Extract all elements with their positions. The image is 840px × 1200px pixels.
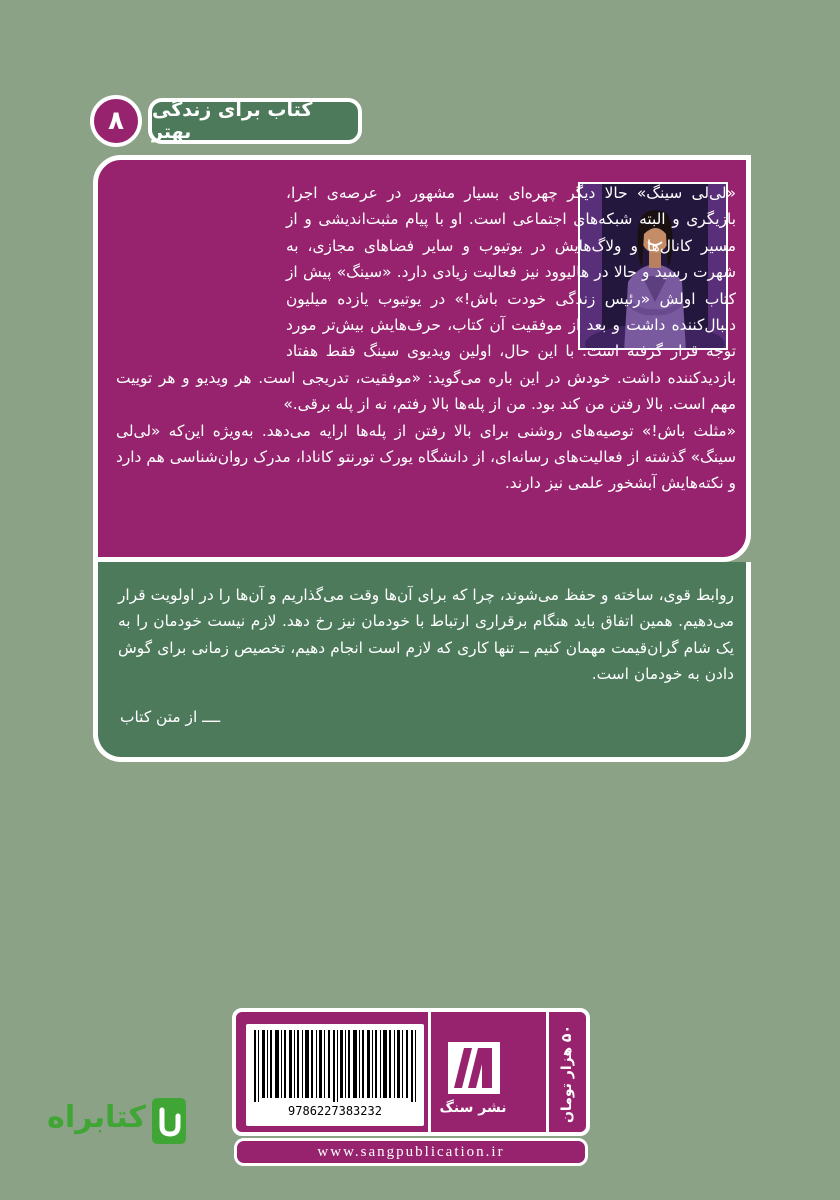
bio-paragraph-1: «لی‌لی سینگ» حالا دیگر چهره‌ای بسیار مشهور در عرصه‌ی اجرا، بازیگری و البته شبکه‌های اجتماعی است. او با پیام مثبت‌اندیشی و از مسیر کانال‌ها و ولاگ‌هایش در یوتیوب و سایر فضاهای مجازی، به شهرت رسید و حالا در هالیوود نیز فعالیت زیادی دارد. «سینگ» پیش از کتاب اولش «رئیس زندگی خودت باش!» در یوتیوب یازده میلیون دنبال‌کننده داشت و بعد از موفقیت آن کتاب، حرف‌هایش بیش‌تر مورد توجه قرار گرفته است. با این حال، اولین ویدیوی سینگ فقط هفتاد بازدیدکننده داشت. خودش در این باره می‌گوید: «موفقیت، تدریجی است. هر ویدیو و هر توییت مهم است. بالا رفتن من کند بود. من از پله‌ها بالا رفتم، نه از پله برقی.» [116, 184, 736, 414]
publisher-name: نشر سنگ [439, 1100, 507, 1116]
price-label [554, 1020, 580, 1128]
store-logo-text: کتابراه [47, 1100, 146, 1135]
series-title: کتاب برای زندگی بهتر [148, 98, 362, 144]
bio-paragraph-2: «مثلث باش!» توصیه‌های روشنی برای بالا رفتن از پله‌ها ارایه می‌دهد. به‌ویژه این‌که «لی‌لی سینگ» گذشته از فعالیت‌های رسانه‌ای، از دانشگاه یورک تورنتو کانادا، مدرک روان‌شناسی هم دارد و نکته‌هایش آبشخور علمی نیز دارند. [116, 421, 736, 493]
series-header [90, 93, 370, 149]
publisher-logo-icon [448, 1042, 500, 1098]
barcode-bars [254, 1030, 416, 1102]
bio-text [116, 180, 736, 497]
info-box [232, 1008, 590, 1136]
quote-source: ــــ از متن کتاب [120, 708, 221, 726]
quote-text: روابط قوی، ساخته و حفظ می‌شوند، چرا که برای آن‌ها وقت می‌گذاریم و آن‌ها را در اولویت قرار می‌دهیم. همین اتفاق باید هنگام برقراری ارتباط با خودمان نیز رخ دهد. لازم نیست خودمان را به یک شام گران‌قیمت مهمان کنیم ــ تنها کاری که لازم است انجام دهیم، تخصیص زمانی برای گوش دادن به خودمان است. [118, 586, 734, 684]
barcode [246, 1024, 424, 1126]
isbn-number: 9786227383232 [288, 1104, 382, 1118]
store-logo [40, 1092, 190, 1152]
website-url: www.sangpublication.ir [234, 1138, 588, 1166]
price-text: ۵۰ هزار تومان [559, 1024, 575, 1124]
divider [546, 1012, 549, 1132]
quote-panel [93, 562, 751, 762]
ketabrah-logo-icon [148, 1096, 190, 1146]
bio-panel [93, 155, 751, 562]
series-number-badge: ۸ [90, 95, 142, 147]
